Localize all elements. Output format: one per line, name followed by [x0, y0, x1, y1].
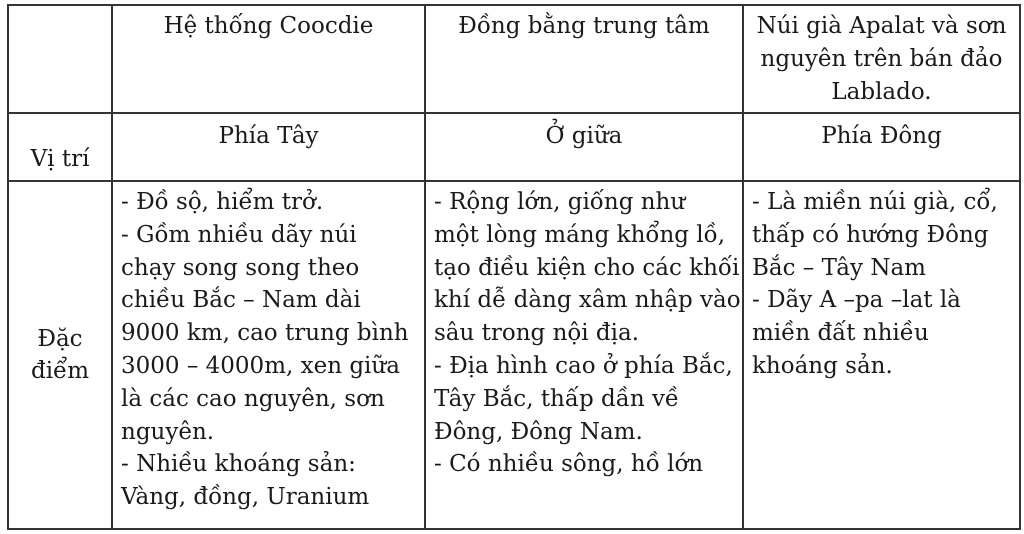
row-label-position: [8, 113, 112, 181]
header-row: [8, 5, 1020, 113]
feature-line: 3000 – 4000m, xen giữa: [121, 352, 400, 379]
header-label: Hệ thống Coocdie: [163, 13, 374, 39]
feature-line: - Dãy A –pa –lat là: [752, 287, 961, 314]
feature-line: một lòng máng khổng lồ,: [434, 221, 726, 248]
header-label-line: Lablado.: [831, 79, 932, 105]
features-appalachian: [743, 181, 1020, 529]
position-west: [112, 113, 425, 181]
comparison-table: [7, 4, 1021, 530]
feature-line: khí dễ dàng xâm nhập vào: [434, 287, 741, 314]
features-central-plain: [425, 181, 743, 529]
position-east: [743, 113, 1020, 181]
row-label-features: [8, 181, 112, 529]
feature-line: Tây Bắc, thấp dần về: [434, 385, 680, 412]
row-label-text: Đặc: [37, 326, 83, 352]
position-middle: [425, 113, 743, 181]
features-coocdie: [112, 181, 425, 529]
header-label: Đồng bằng trung tâm: [458, 13, 710, 39]
feature-line: - Địa hình cao ở phía Bắc,: [434, 352, 733, 379]
feature-line: - Là miền núi già, cổ,: [752, 189, 998, 215]
feature-line: 9000 km, cao trung bình: [121, 320, 409, 347]
feature-line: chạy song song theo: [121, 254, 360, 281]
header-appalachian: [743, 5, 1020, 113]
feature-line: - Đồ sộ, hiểm trở.: [121, 189, 324, 215]
position-text: Phía Đông: [821, 123, 942, 149]
row-label-text: điểm: [30, 358, 90, 384]
feature-line: - Có nhiều sông, hồ lớn: [434, 451, 704, 478]
feature-line: Đông, Đông Nam.: [434, 418, 643, 445]
position-text: Ở giữa: [545, 123, 623, 149]
feature-line: - Rộng lớn, giống như: [434, 189, 686, 215]
feature-line: Bắc – Tây Nam: [752, 254, 926, 281]
header-label-line: Núi già Apalat và sơn: [756, 13, 1007, 39]
feature-line: tạo điều kiện cho các khối: [434, 254, 740, 281]
feature-line: sâu trong nội địa.: [434, 320, 640, 347]
feature-line: khoáng sản.: [752, 352, 893, 379]
feature-line: nguyên.: [121, 418, 215, 445]
header-label-line: nguyên trên bán đảo: [760, 46, 1003, 72]
header-coocdie: [112, 5, 425, 113]
feature-line: chiều Bắc – Nam dài: [121, 287, 361, 314]
feature-line: Vàng, đồng, Uranium: [121, 484, 370, 511]
position-row: [8, 113, 1020, 181]
row-label-text: Vị trí: [30, 146, 90, 172]
feature-line: - Nhiều khoáng sản:: [121, 451, 356, 478]
feature-line: miền đất nhiều: [752, 320, 929, 347]
corner-cell: [8, 5, 112, 113]
feature-row: [8, 181, 1020, 529]
feature-line: thấp có hướng Đông: [752, 221, 989, 248]
feature-line: là các cao nguyên, sơn: [121, 385, 385, 412]
feature-line: - Gồm nhiều dãy núi: [121, 221, 357, 248]
position-text: Phía Tây: [218, 123, 319, 149]
header-central-plain: [425, 5, 743, 113]
